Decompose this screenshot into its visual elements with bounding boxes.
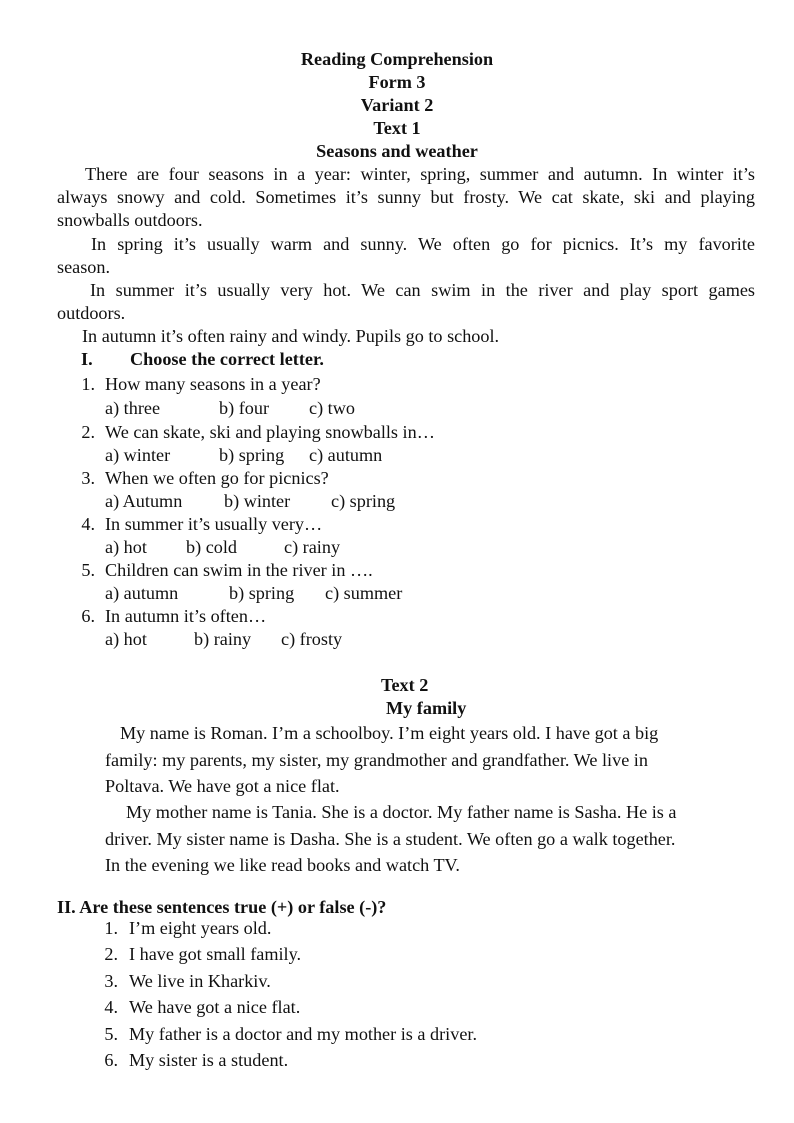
text2-line: family: my parents, my sister, my grandmother and grandfather. We live in xyxy=(105,750,648,770)
question-text: We can skate, ski and playing snowballs in… xyxy=(105,422,435,442)
text2-line: My name is Roman. I’m a schoolboy. I’m eight years old. I have got a big xyxy=(120,723,659,743)
question-number: 2. xyxy=(81,422,95,442)
option-c: c) spring xyxy=(331,491,396,511)
text1-line: outdoors. xyxy=(57,303,126,323)
text2-title: My family xyxy=(386,698,467,718)
statement-number: 6. xyxy=(104,1050,118,1070)
question-text: How many seasons in a year? xyxy=(105,374,321,394)
option-c: c) frosty xyxy=(281,629,343,649)
option-c: c) summer xyxy=(325,583,403,603)
option-b: b) rainy xyxy=(194,629,252,649)
statement-text: I’m eight years old. xyxy=(129,918,272,938)
option-b: b) cold xyxy=(186,537,238,557)
option-c: c) two xyxy=(309,398,355,418)
statement-text: We have got a nice flat. xyxy=(129,997,301,1017)
text2-label: Text 2 xyxy=(381,675,429,695)
question-text: In summer it’s usually very… xyxy=(105,514,323,534)
task1-instruction: Choose the correct letter. xyxy=(130,349,324,369)
option-a: a) hot xyxy=(105,629,147,649)
variant-label: Variant 2 xyxy=(360,95,434,115)
option-a: a) winter xyxy=(105,445,171,465)
question-number: 6. xyxy=(81,606,95,626)
text1-label: Text 1 xyxy=(373,118,421,138)
option-b: b) winter xyxy=(224,491,291,511)
option-b: b) four xyxy=(219,398,269,418)
text2-line: My mother name is Tania. She is a doctor. My father name is Sasha. He is a xyxy=(126,802,677,822)
question-text: Children can swim in the river in …. xyxy=(105,560,373,580)
text1-line: In autumn it’s often rainy and windy. Pupils go to school. xyxy=(82,326,500,346)
question-text: When we often go for picnics? xyxy=(105,468,329,488)
option-a: a) hot xyxy=(105,537,147,557)
question-number: 3. xyxy=(81,468,95,488)
statement-number: 4. xyxy=(104,997,118,1017)
statement-number: 1. xyxy=(104,918,118,938)
text1-line: season. xyxy=(57,257,111,277)
task2-heading: II. Are these sentences true (+) or false (-)? xyxy=(57,897,387,917)
option-a: a) three xyxy=(105,398,161,418)
statement-text: My sister is a student. xyxy=(129,1050,289,1070)
question-number: 4. xyxy=(81,514,95,534)
statement-text: I have got small family. xyxy=(129,944,302,964)
statement-text: My father is a doctor and my mother is a driver. xyxy=(129,1024,477,1044)
question-text: In autumn it’s often… xyxy=(105,606,267,626)
form-label: Form 3 xyxy=(368,72,426,92)
text1-title: Seasons and weather xyxy=(316,141,478,161)
worksheet-title: Reading Comprehension xyxy=(300,49,494,69)
text2-line: Poltava. We have got a nice flat. xyxy=(105,776,340,796)
text1-line: In summer it’s usually very hot. We can swim in the river and play sport games xyxy=(90,280,755,300)
text2-line: driver. My sister name is Dasha. She is a student. We often go a walk together. xyxy=(105,829,676,849)
question-number: 1. xyxy=(81,374,95,394)
option-b: b) spring xyxy=(219,445,285,465)
option-a: a) Autumn xyxy=(105,491,183,511)
text1-line: always snowy and cold. Sometimes it’s sunny but frosty. We cat skate, ski and playing xyxy=(57,187,755,207)
text1-line: In spring it’s usually warm and sunny. We often go for picnics. It’s my favorite xyxy=(91,234,755,254)
task1-numeral: I. xyxy=(81,349,93,369)
statement-number: 2. xyxy=(104,944,118,964)
option-b: b) spring xyxy=(229,583,295,603)
statement-number: 5. xyxy=(104,1024,118,1044)
question-number: 5. xyxy=(81,560,95,580)
text2-line: In the evening we like read books and watch TV. xyxy=(105,855,460,875)
text1-line: snowballs outdoors. xyxy=(57,210,203,230)
statement-number: 3. xyxy=(104,971,118,991)
option-c: c) rainy xyxy=(284,537,341,557)
statement-text: We live in Kharkiv. xyxy=(129,971,271,991)
option-a: a) autumn xyxy=(105,583,179,603)
option-c: c) autumn xyxy=(309,445,383,465)
text1-line: There are four seasons in a year: winter, spring, summer and autumn. In winter it’s xyxy=(85,164,755,184)
